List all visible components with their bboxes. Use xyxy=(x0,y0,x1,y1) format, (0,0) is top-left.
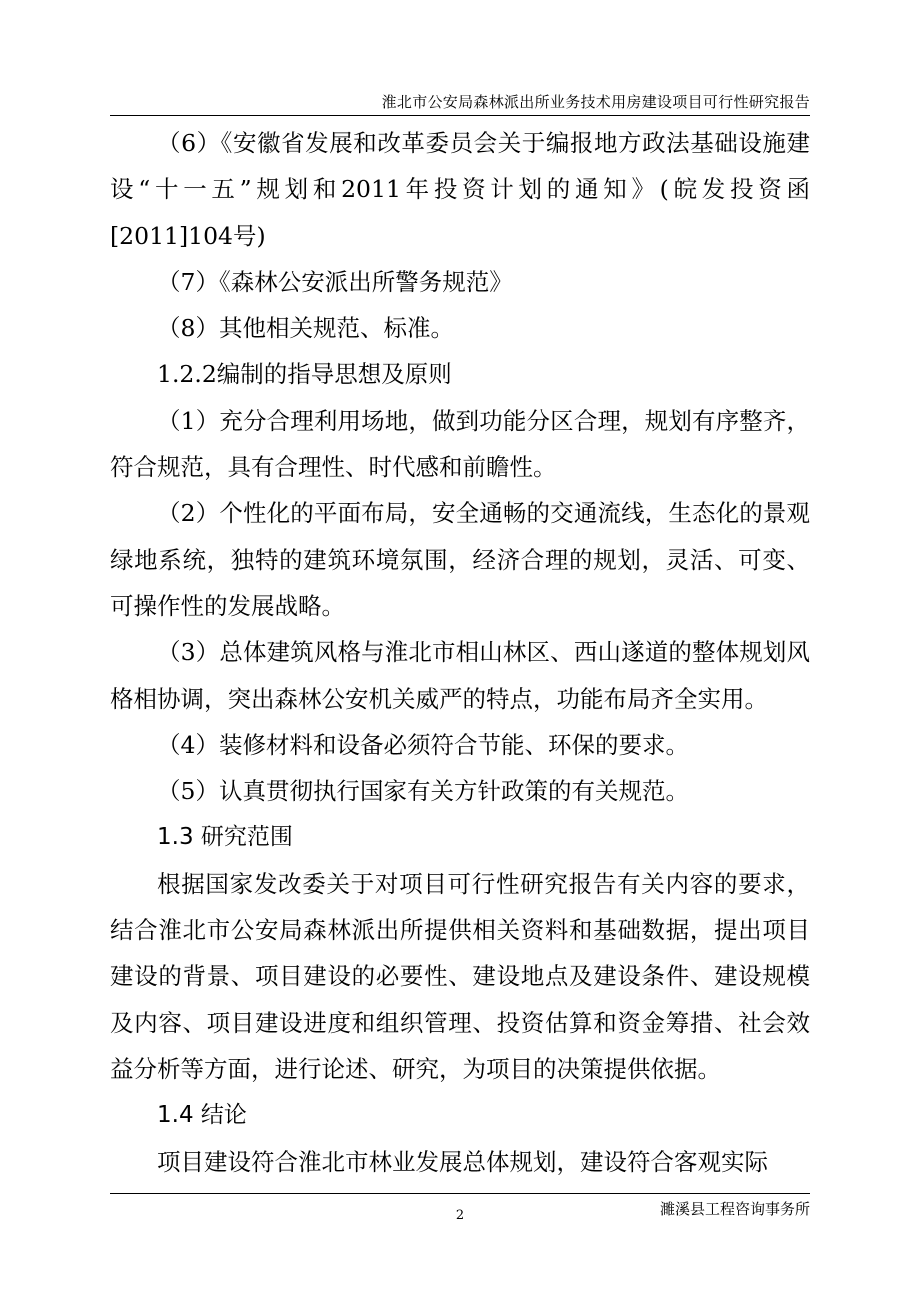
footer-organization: 濉溪县工程咨询事务所 xyxy=(659,1200,810,1218)
document-body xyxy=(110,120,810,1185)
section-heading-1-3: 1.3 研究范围 xyxy=(157,824,293,851)
principle-item-4: （4）装修材料和设备必须符合节能、环保的要求。 xyxy=(157,730,689,759)
reference-item-6: （6）《安徽省发展和改革委员会关于编报地方政法基础设施建设“十一五”规划和2011年投资计划的通知》(皖发投资函[2011]104号) xyxy=(110,129,810,250)
section-heading-1-4: 1.4 结论 xyxy=(157,1102,247,1129)
principle-item-5: （5）认真贯彻执行国家有关方针政策的有关规范。 xyxy=(157,777,689,806)
page-number: 2 xyxy=(455,1208,465,1223)
section-heading-1-2-2: 1.2.2编制的指导思想及原则 xyxy=(157,360,452,389)
reference-item-7: （7）《森林公安派出所警务规范》 xyxy=(157,267,513,296)
conclusion-paragraph: 项目建设符合淮北市林业发展总体规划，建设符合客观实际 xyxy=(157,1147,768,1176)
footer-divider xyxy=(110,1193,810,1194)
principle-item-3: （3）总体建筑风格与淮北市相山林区、西山遂道的整体规划风格相协调，突出森林公安机关威严的特点，功能布局齐全实用。 xyxy=(110,638,810,713)
header-divider xyxy=(110,115,810,116)
scope-paragraph: 根据国家发改委关于对项目可行性研究报告有关内容的要求，结合淮北市公安局森林派出所提供相关资料和基础数据，提出项目建设的背景、项目建设的必要性、建设地点及建设条件、建设规模及内容、项目建设进度和组织管理、投资估算和资金筹措、社会效益分析等方面，进行论述、研究，为项目的决策提供依据。 xyxy=(110,869,810,1083)
reference-item-8: （8）其他相关规范、标准。 xyxy=(157,314,454,343)
principle-item-2: （2）个性化的平面布局，安全通畅的交通流线，生态化的景观绿地系统，独特的建筑环境氛围，经济合理的规划，灵活、可变、可操作性的发展战略。 xyxy=(110,499,810,620)
principle-item-1: （1）充分合理利用场地，做到功能分区合理，规划有序整齐，符合规范，具有合理性、时代感和前瞻性。 xyxy=(110,406,810,482)
header-title: 淮北市公安局森林派出所业务技术用房建设项目可行性研究报告 xyxy=(381,93,810,111)
